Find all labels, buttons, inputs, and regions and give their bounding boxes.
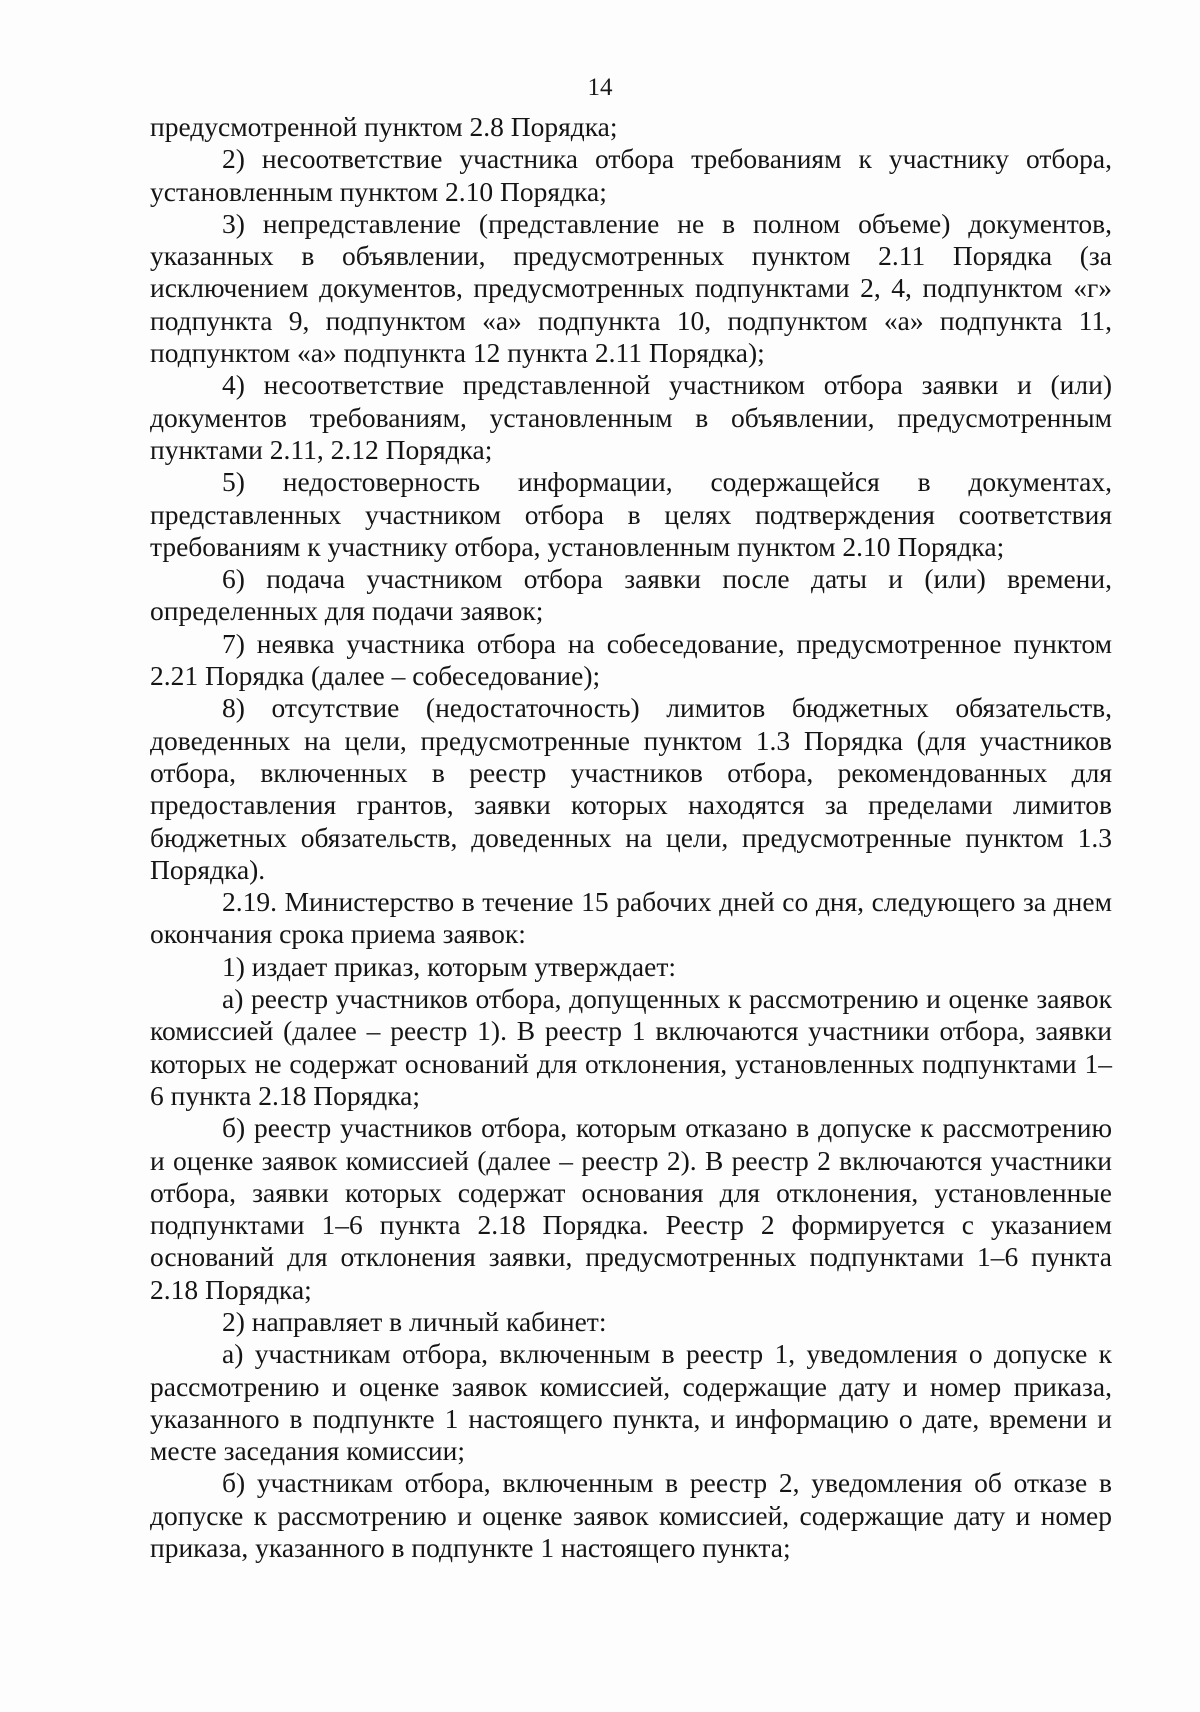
paragraph-subitem-1b: б) реестр участников отбора, которым отказано в допуске к рассмотрению и оценке заявок комиссией (далее – реестр 2). В реестр 2 включаются участники отбора, заявки которых содержат основания для отклонения, установленные подпунктами 1–6 пункта 2.18 Порядка. Реестр 2 формируется с указанием оснований для отклонения заявки, предусмотренных подпунктами 1–6 пункта 2.18 Порядка; xyxy=(150,1112,1112,1305)
paragraph-item-3: 3) непредставление (представление не в полном объеме) документов, указанных в объявлении, предусмотренных пунктом 2.11 Порядка (за исключением документов, предусмотренных подпунктами 2, 4, подпунктом «г» подпункта 9, подпунктом «а» подпункта 10, подпунктом «а» подпункта 11, подпунктом «а» подпункта 12 пункта 2.11 Порядка); xyxy=(150,207,1112,369)
paragraph-item-2: 2) несоответствие участника отбора требованиям к участнику отбора, установленным пунктом 2.10 Порядка; xyxy=(150,143,1112,207)
paragraph-subitem-2a: а) участникам отбора, включенным в реестр 1, уведомления о допуске к рассмотрению и оценке заявок комиссией, содержащие дату и номер приказа, указанного в подпункте 1 настоящего пункта, и информацию о дате, времени и месте заседания комиссии; xyxy=(150,1338,1112,1467)
paragraph-subitem-2: 2) направляет в личный кабинет: xyxy=(222,1305,607,1337)
paragraph-continuation: предусмотренной пунктом 2.8 Порядка; xyxy=(150,111,618,142)
paragraph-clause-2-19: 2.19. Министерство в течение 15 рабочих дней со дня, следующего за днем окончания срока приема заявок: xyxy=(150,886,1112,950)
paragraph-subitem-1a: а) реестр участников отбора, допущенных к рассмотрению и оценке заявок комиссией (далее – реестр 1). В реестр 1 включаются участники отбора, заявки которых не содержат оснований для отклонения, установленных подпунктами 1–6 пункта 2.18 Порядка; xyxy=(150,983,1112,1111)
paragraph-subitem-2b: б) участникам отбора, включенным в реестр 2, уведомления об отказе в допуске к рассмотрению и оценке заявок комиссией, содержащие дату и номер приказа, указанного в подпункте 1 настоящего пункта; xyxy=(150,1467,1112,1564)
paragraph-item-6: 6) подача участником отбора заявки после даты и (или) времени, определенных для подачи заявок; xyxy=(150,563,1112,627)
paragraph-item-5: 5) недостоверность информации, содержащейся в документах, представленных участником отбора в целях подтверждения соответствия требованиям к участнику отбора, установленным пунктом 2.10 Порядка; xyxy=(150,466,1112,562)
paragraph-subitem-1: 1) издает приказ, которым утверждает: xyxy=(222,950,676,982)
document-body xyxy=(150,111,1112,1564)
paragraph-item-8: 8) отсутствие (недостаточность) лимитов бюджетных обязательств, доведенных на цели, предусмотренные пунктом 1.3 Порядка (для участников отбора, включенных в реестр участников отбора, рекомендованных для предоставления грантов, заявки которых находятся за пределами лимитов бюджетных обязательств, доведенных на цели, предусмотренные пунктом 1.3 Порядка). xyxy=(150,692,1112,885)
paragraph-item-7: 7) неявка участника отбора на собеседование, предусмотренное пунктом 2.21 Порядка (далее – собеседование); xyxy=(150,627,1112,692)
page-number: 14 xyxy=(587,74,613,101)
paragraph-item-4: 4) несоответствие представленной участником отбора заявки и (или) документов требованиям, установленным в объявлении, предусмотренным пунктами 2.11, 2.12 Порядка; xyxy=(150,369,1112,465)
